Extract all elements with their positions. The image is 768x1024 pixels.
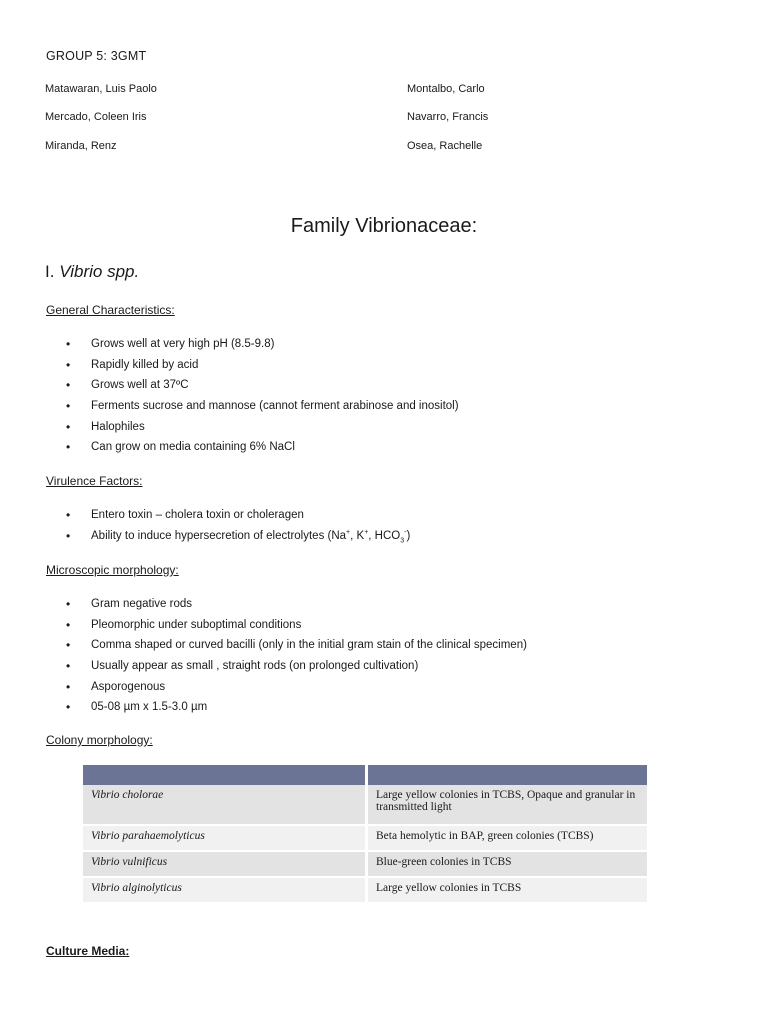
list-item: • Ferments sucrose and mannose (cannot ferment arabinose and inositol) — [66, 399, 459, 420]
organism-cell: Vibrio alginolyticus — [83, 877, 367, 903]
description-cell: Large yellow colonies in TCBS, Opaque and granular in transmitted light — [367, 785, 648, 825]
member-name: Mercado, Coleen Iris — [45, 111, 147, 123]
organism-cell: Vibrio parahaemolyticus — [83, 825, 367, 851]
document-title: Family Vibrionaceae: — [290, 215, 478, 237]
list-item: • Can grow on media containing 6% NaCl — [66, 440, 459, 461]
list-item: • Gram negative rods — [66, 597, 527, 618]
colony-morphology-table — [83, 765, 647, 904]
electrolytes-text: , K — [350, 529, 365, 542]
virulence-factors-list — [66, 508, 410, 549]
subscript: 3 — [400, 536, 405, 544]
list-item: • Entero toxin – cholera toxin or choleragen — [66, 508, 410, 529]
table-row — [83, 877, 647, 903]
colony-morphology-heading: Colony morphology: — [46, 733, 153, 747]
section-heading — [45, 262, 139, 282]
table-row — [83, 785, 647, 825]
list-item: • Grows well at 37ºC — [66, 378, 459, 399]
section-name: Vibrio spp. — [59, 262, 140, 281]
organism-cell: Vibrio vulnificus — [83, 851, 367, 877]
member-name: Miranda, Renz — [45, 140, 117, 152]
member-name: Osea, Rachelle — [407, 140, 483, 152]
section-number: I. — [45, 262, 55, 281]
list-item: • Usually appear as small , straight rods (on prolonged cultivation) — [66, 659, 527, 680]
list-item: • Rapidly killed by acid — [66, 358, 459, 379]
table-row — [83, 851, 647, 877]
description-cell: Large yellow colonies in TCBS — [367, 877, 648, 903]
list-item: • Comma shaped or curved bacilli (only in the initial gram stain of the clinical specimen) — [66, 638, 527, 659]
electrolytes-text: , HCO — [368, 529, 401, 542]
organism-cell: Vibrio cholorae — [83, 785, 367, 825]
electrolytes-text: Ability to induce hypersecretion of electrolytes (Na — [91, 529, 347, 542]
description-cell: Blue-green colonies in TCBS — [367, 851, 648, 877]
member-name: Matawaran, Luis Paolo — [45, 83, 157, 95]
list-item — [66, 529, 410, 550]
list-item: • 05-08 µm x 1.5-3.0 µm — [66, 700, 527, 721]
group-label: GROUP 5: 3GMT — [46, 49, 147, 63]
superscript: - — [404, 528, 407, 536]
description-cell: Beta hemolytic in BAP, green colonies (TCBS) — [367, 825, 648, 851]
culture-media-heading: Culture Media: — [46, 944, 130, 958]
table-header-row — [83, 765, 647, 785]
table-header-cell — [83, 765, 367, 785]
microscopic-morphology-heading: Microscopic morphology: — [46, 563, 179, 577]
member-name: Navarro, Francis — [407, 111, 489, 123]
table-header-cell — [367, 765, 648, 785]
list-item: • Asporogenous — [66, 680, 527, 701]
list-item: • Grows well at very high pH (8.5-9.8) — [66, 337, 459, 358]
microscopic-morphology-list — [66, 597, 527, 721]
list-item: • Halophiles — [66, 420, 459, 441]
list-item: • Pleomorphic under suboptimal conditions — [66, 618, 527, 639]
superscript: + — [346, 528, 351, 536]
superscript: + — [364, 528, 369, 536]
table-row — [83, 825, 647, 851]
general-characteristics-heading: General Characteristics: — [46, 303, 175, 317]
general-characteristics-list — [66, 337, 459, 461]
electrolytes-text: ) — [406, 529, 411, 542]
member-name: Montalbo, Carlo — [407, 83, 485, 95]
virulence-factors-heading: Virulence Factors: — [46, 474, 143, 488]
